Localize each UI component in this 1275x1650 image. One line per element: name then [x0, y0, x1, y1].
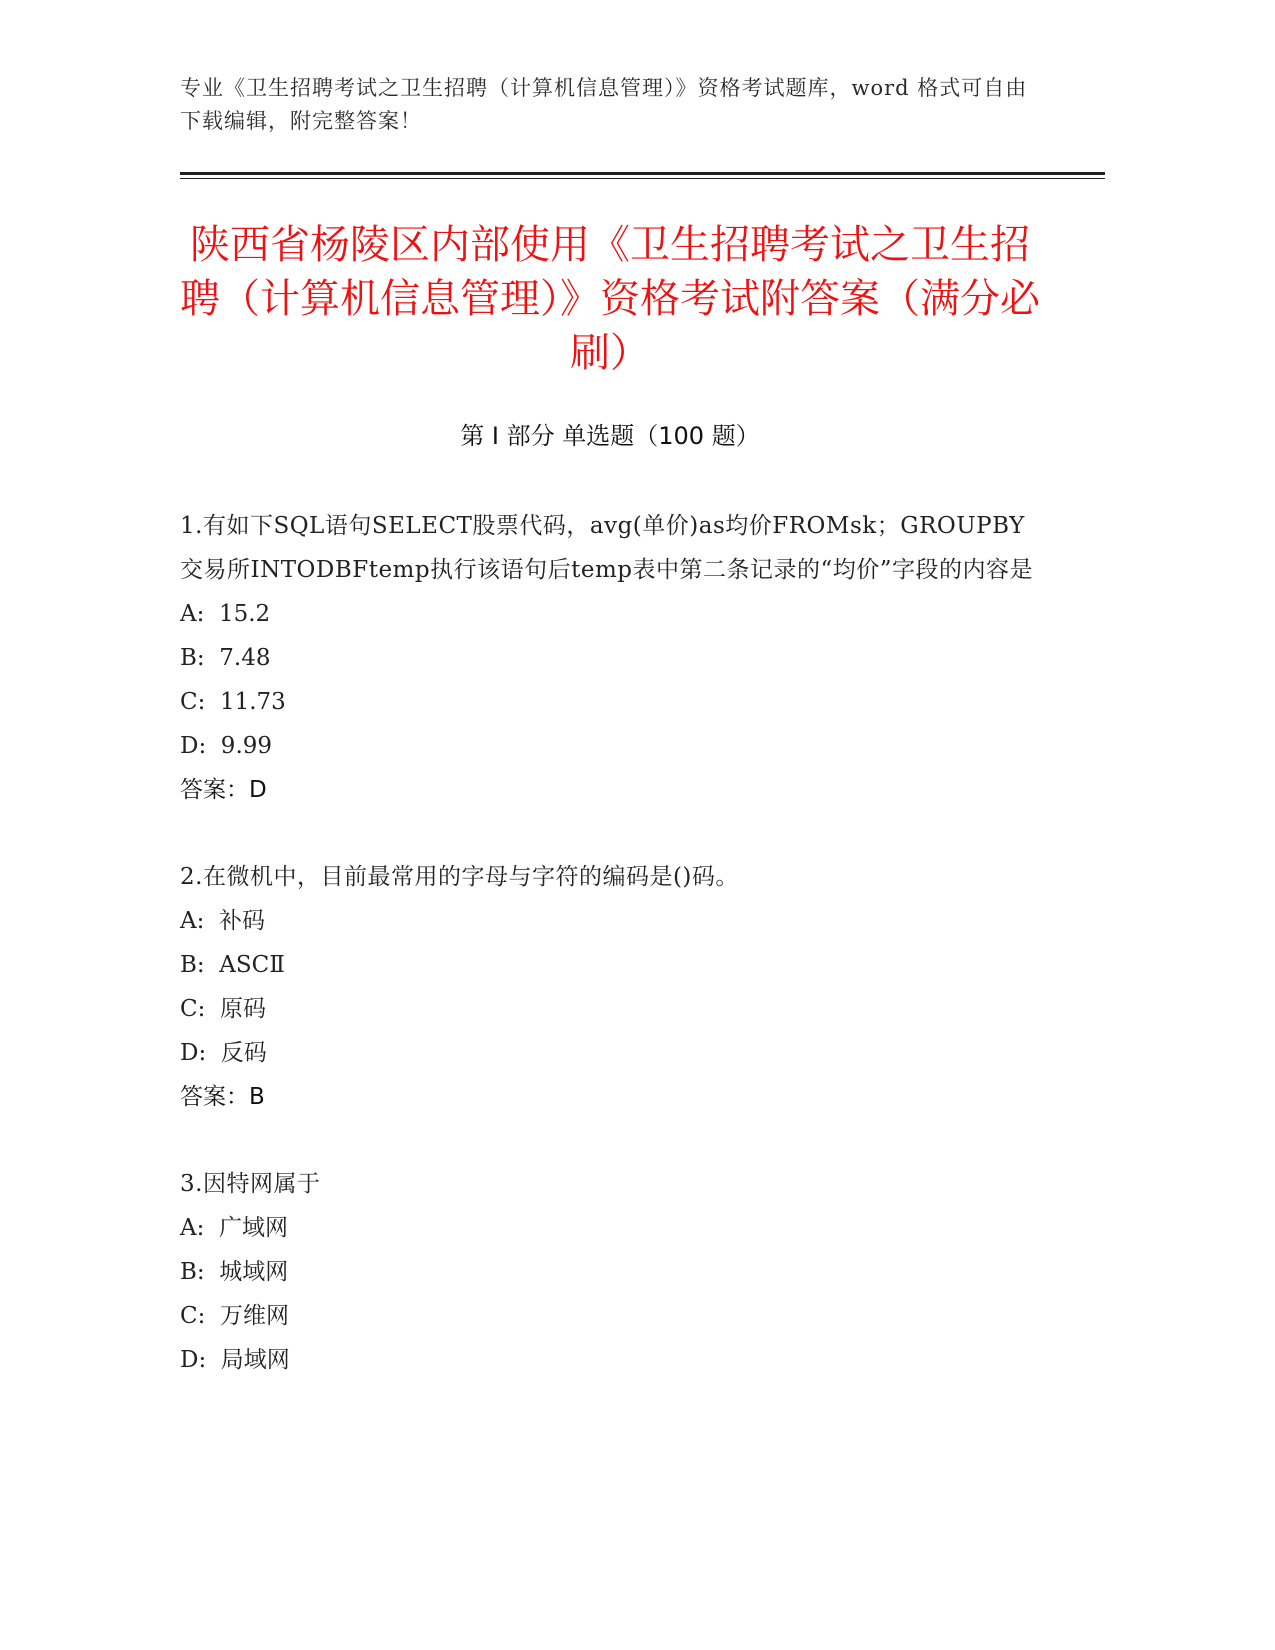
option-c: C: 11.73 [180, 689, 286, 715]
answer-line: 答案：B [180, 1084, 265, 1110]
option-b: B: ASCⅡ [180, 952, 285, 978]
option-c: C: 万维网 [180, 1303, 289, 1329]
question-list [180, 504, 1040, 1425]
option-d: D: 反码 [180, 1040, 267, 1066]
question-stem: 2.在微机中，目前最常用的字母与字符的编码是()码。 [180, 864, 739, 890]
question-stem: 3.因特网属于 [180, 1171, 321, 1197]
option-a: A: 广域网 [180, 1215, 288, 1241]
section-title: 第 I 部分 单选题（100 题） [460, 422, 760, 450]
question-stem: 1.有如下SQL语句SELECT股票代码，avg(单价)as均价FROMsk；GROUPBY交易所INTODBFtemp执行该语句后temp表中第二条记录的“均价”字段的内容是 [180, 513, 1033, 583]
header-note: 专业《卫生招聘考试之卫生招聘（计算机信息管理）》资格考试题库，word 格式可自由下载编辑，附完整答案！ [180, 76, 1028, 133]
option-a: A: 补码 [180, 908, 265, 934]
option-c: C: 原码 [180, 996, 266, 1022]
question-3 [180, 1162, 1040, 1382]
option-b: B: 7.48 [180, 645, 271, 671]
option-a: A: 15.2 [180, 601, 271, 627]
answer-line: 答案：D [180, 777, 267, 803]
option-d: D: 9.99 [180, 733, 273, 759]
header-rule-thick [180, 172, 1105, 175]
header-rule-thin [180, 178, 1105, 179]
option-d: D: 局域网 [180, 1347, 290, 1373]
option-b: B: 城域网 [180, 1259, 289, 1285]
question-2 [180, 855, 1040, 1119]
question-1 [180, 504, 1040, 812]
document-title: 陕西省杨陵区内部使用《卫生招聘考试之卫生招聘（计算机信息管理）》资格考试附答案（满分必刷） [180, 222, 1040, 376]
